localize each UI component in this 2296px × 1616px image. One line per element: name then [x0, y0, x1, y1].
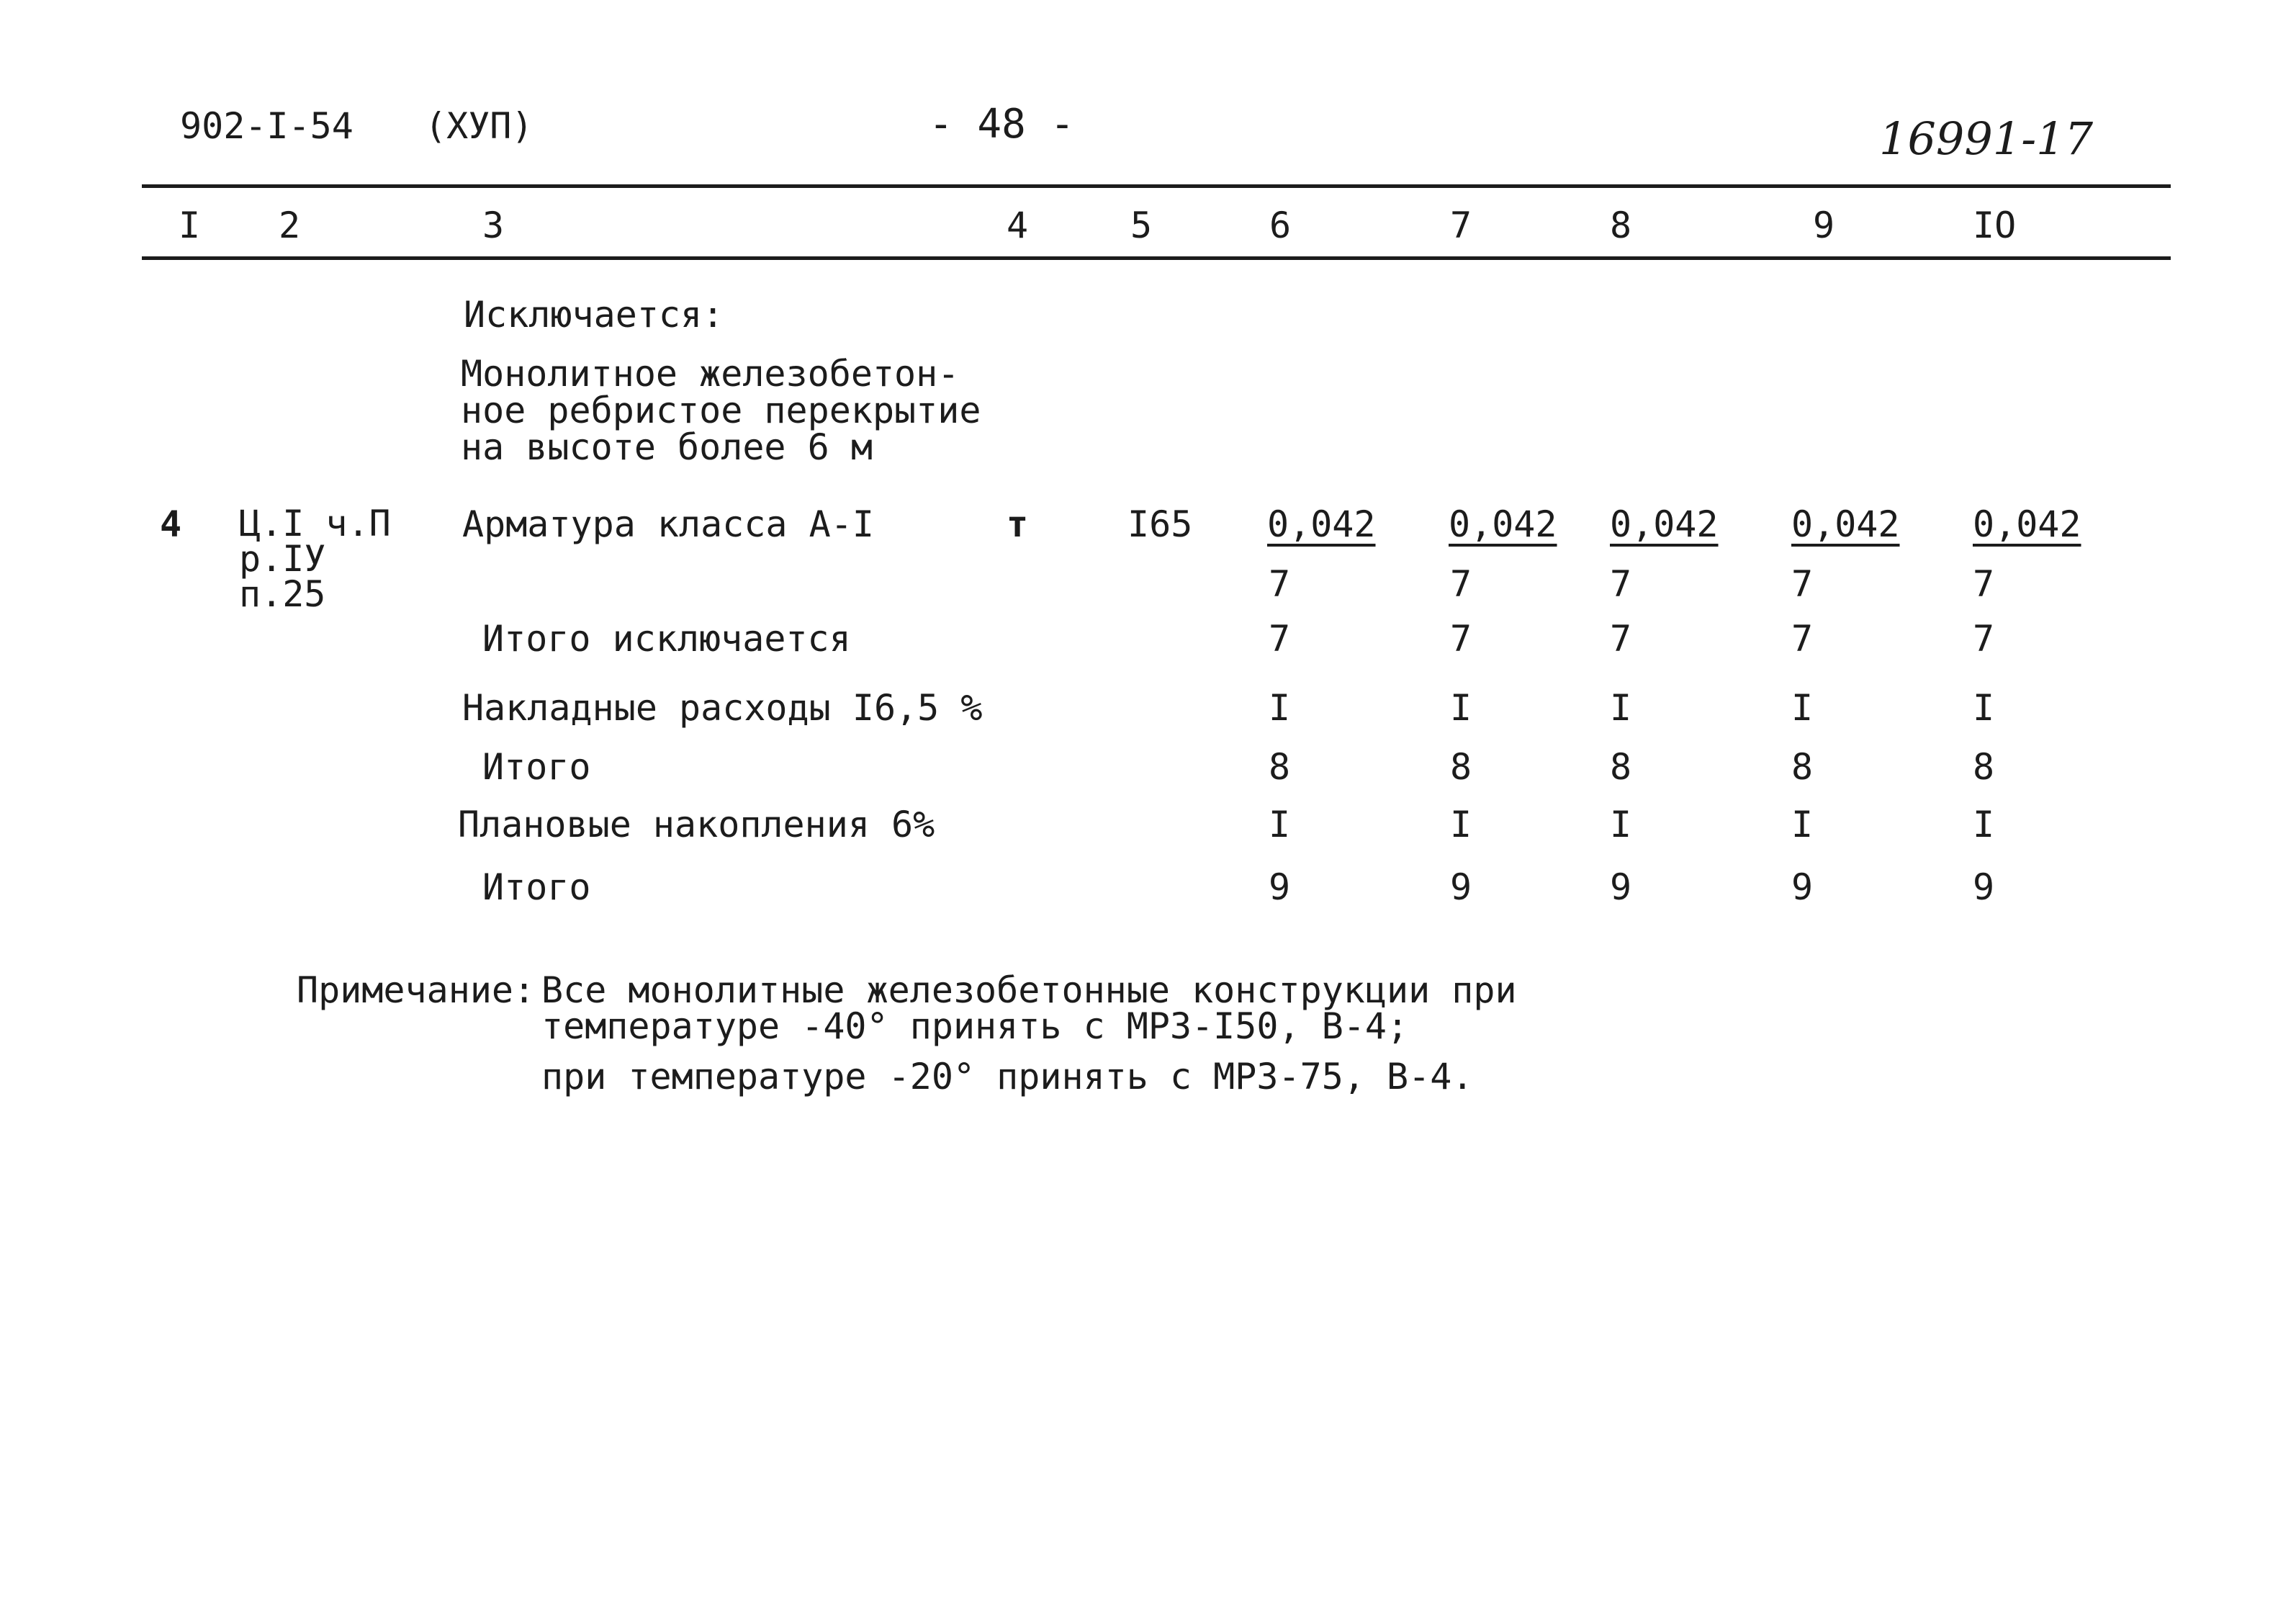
cost-col-7: 7: [1450, 563, 1472, 605]
column-header-9: 9: [1813, 205, 1835, 246]
note-line-2: температуре -40° принять с МРЗ-I50, В-4;: [541, 1005, 1409, 1047]
note-label: Примечание:: [297, 969, 536, 1011]
section-code: (XУП): [425, 105, 534, 147]
cost-col-10: 7: [1973, 563, 1995, 605]
quantity-col-9: 0,042: [1791, 503, 1900, 545]
summary-subtotal-col-8: 8: [1610, 746, 1632, 788]
summary-label-planned-savings: Плановые накопления 6%: [458, 804, 935, 845]
item-price: I65: [1127, 503, 1193, 545]
column-header-8: 8: [1610, 205, 1632, 246]
summary-planned-savings-col-6: I: [1269, 804, 1291, 845]
column-header-4: 4: [1007, 205, 1029, 246]
quantity-col-8: 0,042: [1610, 503, 1719, 545]
summary-excluded-total-col-9: 7: [1791, 618, 1814, 660]
excluded-label: Исключается:: [464, 294, 724, 336]
note-line-1: Все монолитные железобетонные конструкции при: [541, 969, 1517, 1011]
page-number: - 48 -: [929, 101, 1075, 148]
summary-label-overhead: Накладные расходы I6,5 %: [462, 687, 983, 729]
cost-col-6: 7: [1269, 563, 1291, 605]
column-header-7: 7: [1450, 205, 1472, 246]
excluded-description: Монолитное железобетон- ное ребристое перекрытие на высоте более 6 м: [461, 353, 981, 468]
summary-label-total: Итого: [482, 866, 591, 908]
summary-total-col-10: 9: [1973, 866, 1995, 908]
summary-subtotal-col-6: 8: [1269, 746, 1291, 788]
item-reference: Ц.I ч.П р.IУ п.25: [239, 503, 391, 615]
summary-subtotal-col-10: 8: [1973, 746, 1995, 788]
summary-total-col-8: 9: [1610, 866, 1632, 908]
summary-planned-savings-col-8: I: [1610, 804, 1632, 845]
quantity-col-6: 0,042: [1267, 503, 1376, 545]
summary-overhead-col-6: I: [1269, 687, 1291, 729]
summary-label-excluded-total: Итого исключается: [482, 618, 851, 660]
column-header-6: 6: [1269, 205, 1292, 246]
table-top-rule: [142, 184, 2171, 188]
item-number: 4: [160, 503, 182, 545]
quantity-col-7: 0,042: [1449, 503, 1557, 545]
cost-col-9: 7: [1791, 563, 1814, 605]
column-header-2: 2: [279, 205, 301, 246]
summary-planned-savings-col-10: I: [1973, 804, 1995, 845]
column-header-1: I: [179, 205, 201, 246]
item-unit: т: [1007, 503, 1029, 545]
summary-overhead-col-9: I: [1791, 687, 1814, 729]
cost-col-8: 7: [1610, 563, 1632, 605]
summary-overhead-col-7: I: [1450, 687, 1472, 729]
summary-planned-savings-col-9: I: [1791, 804, 1814, 845]
summary-planned-savings-col-7: I: [1450, 804, 1472, 845]
summary-overhead-col-8: I: [1610, 687, 1632, 729]
summary-excluded-total-col-10: 7: [1973, 618, 1995, 660]
summary-label-subtotal: Итого: [482, 746, 591, 788]
summary-subtotal-col-7: 8: [1450, 746, 1472, 788]
note-line-3: при температуре -20° принять с МРЗ-75, В-4.: [541, 1056, 1474, 1097]
summary-total-col-9: 9: [1791, 866, 1814, 908]
summary-overhead-col-10: I: [1973, 687, 1995, 729]
summary-total-col-7: 9: [1450, 866, 1472, 908]
table-header-rule: [142, 256, 2171, 260]
summary-subtotal-col-9: 8: [1791, 746, 1814, 788]
column-header-5: 5: [1130, 205, 1153, 246]
document-code: 902-I-54: [180, 105, 354, 147]
summary-excluded-total-col-7: 7: [1450, 618, 1472, 660]
summary-excluded-total-col-6: 7: [1269, 618, 1291, 660]
column-header-10: IO: [1973, 205, 2017, 246]
summary-total-col-6: 9: [1269, 866, 1291, 908]
summary-excluded-total-col-8: 7: [1610, 618, 1632, 660]
column-header-3: 3: [482, 205, 505, 246]
handwritten-reference: 16991-17: [1879, 112, 2094, 165]
item-name: Арматура класса А-I: [462, 503, 874, 545]
quantity-col-10: 0,042: [1973, 503, 2081, 545]
